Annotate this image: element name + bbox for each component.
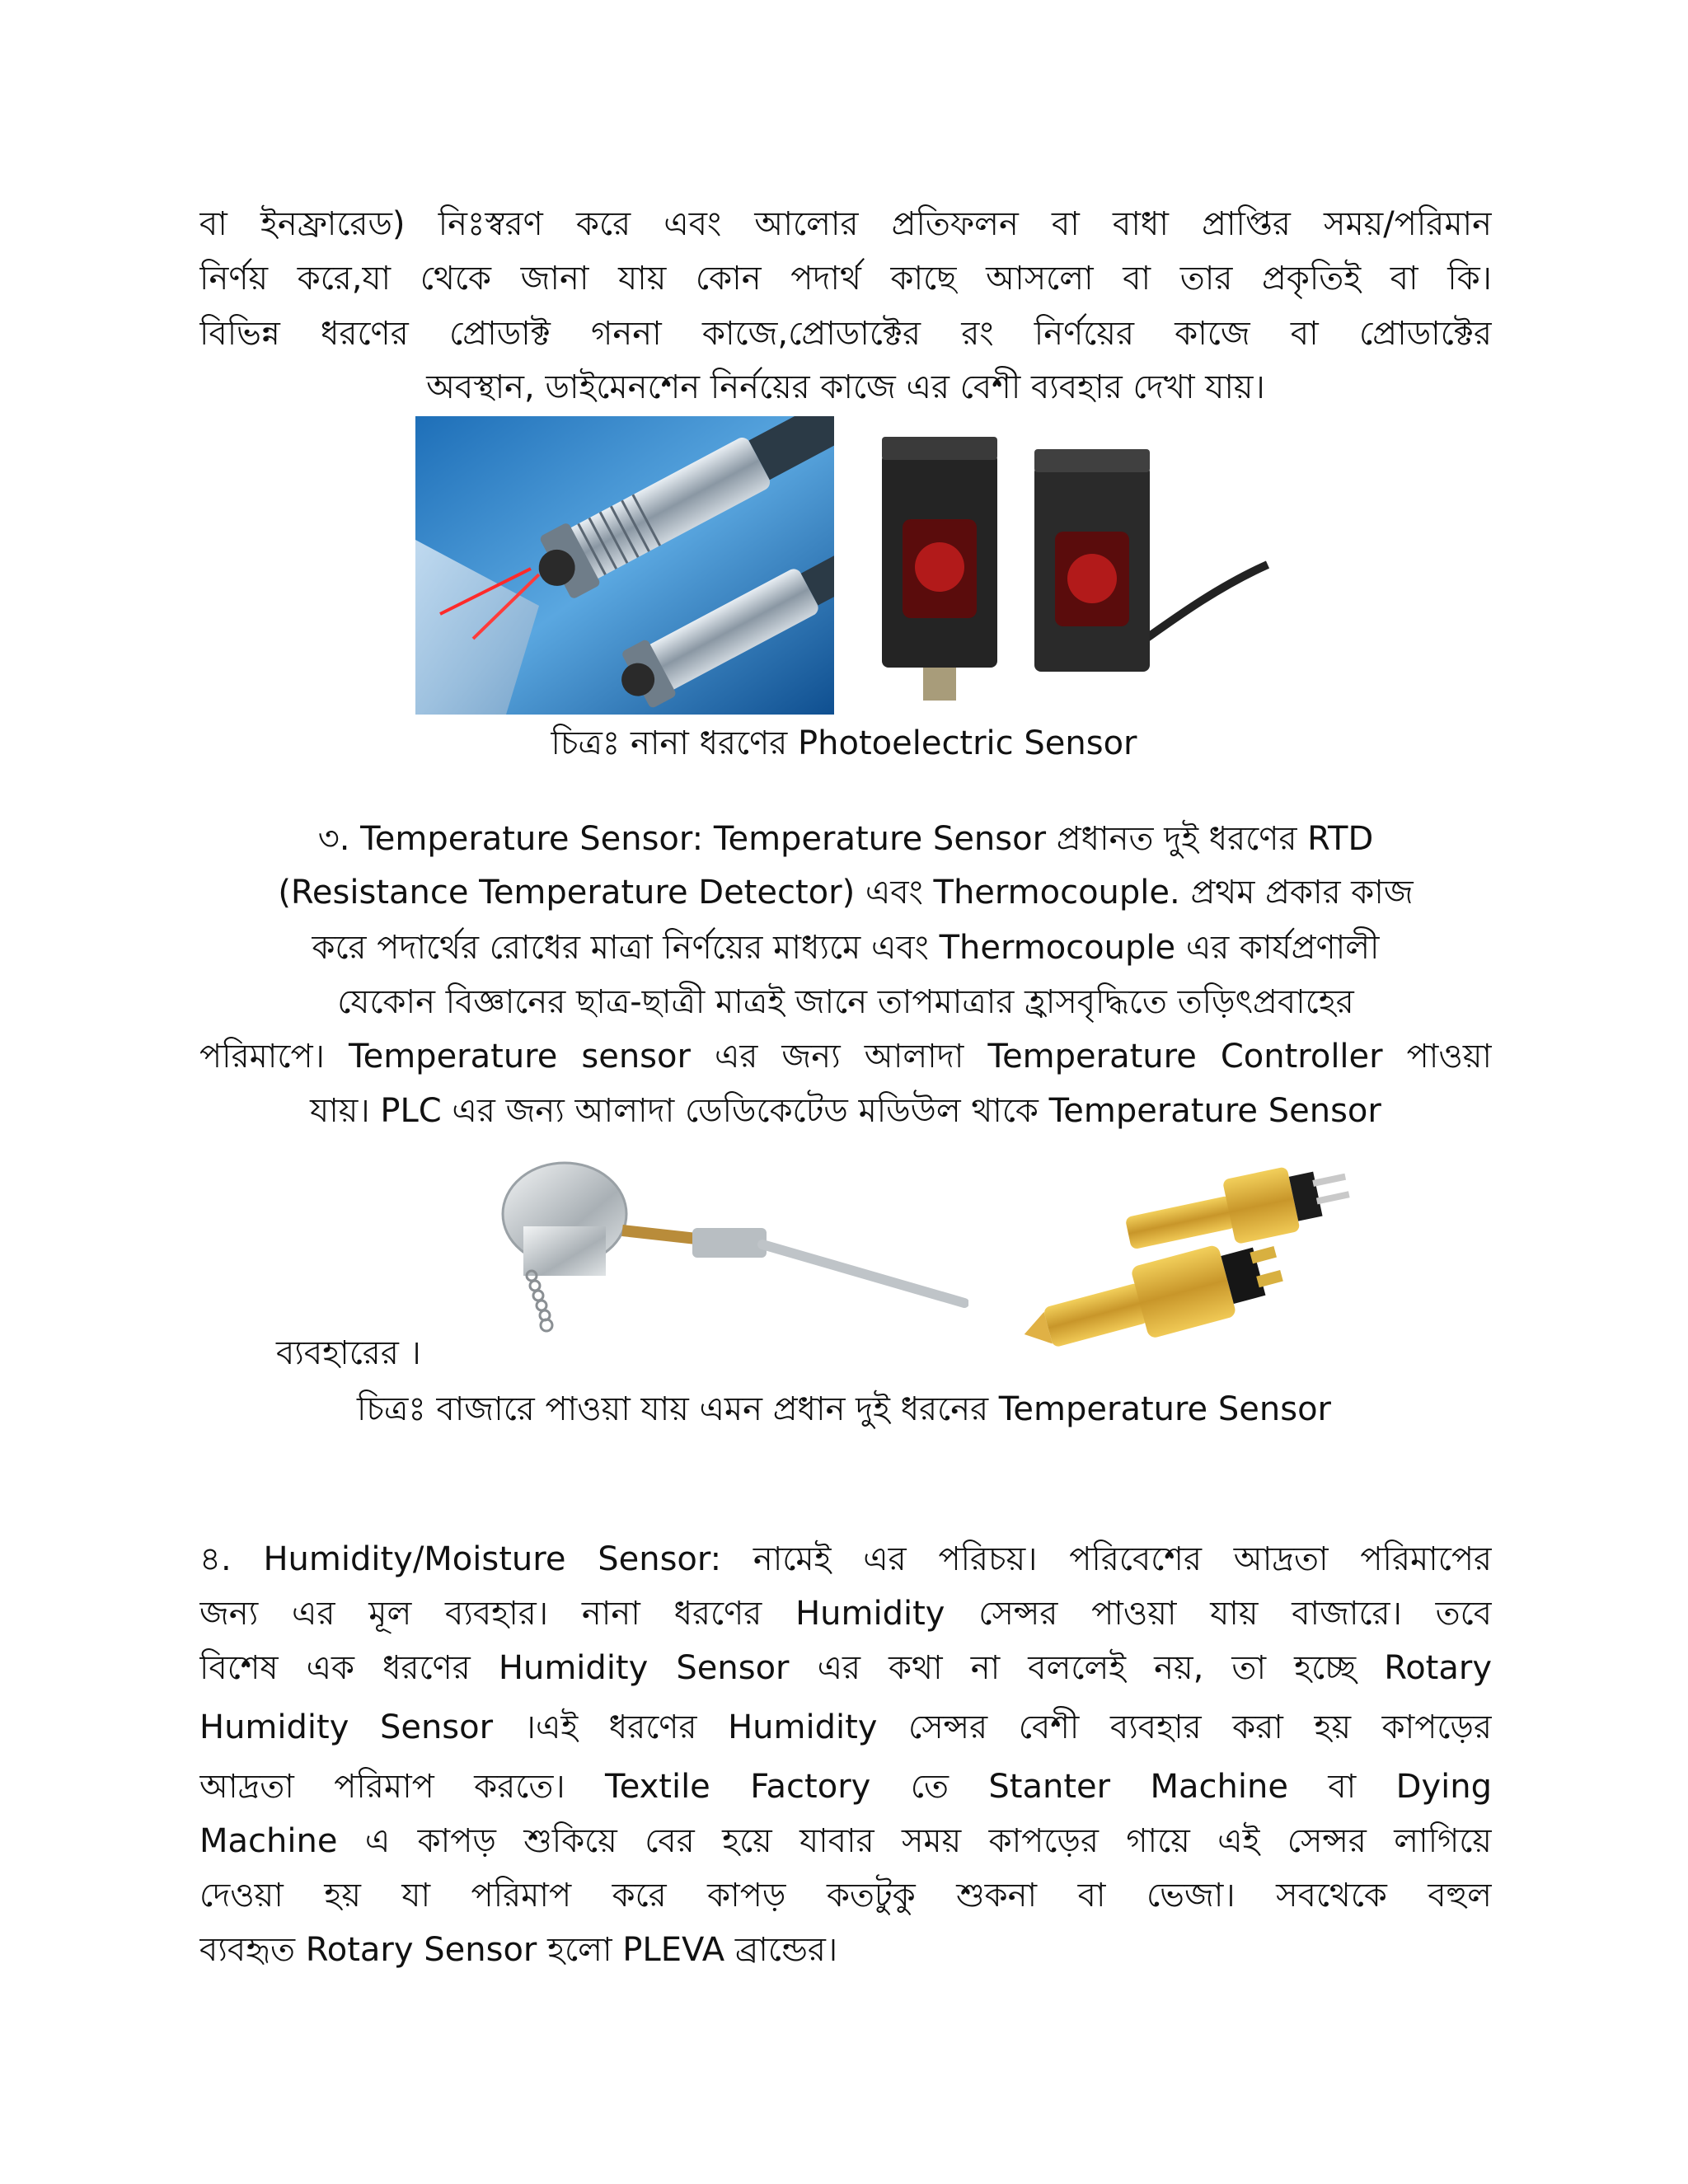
paragraph-trailing-text: ব্যবহারের । <box>276 1334 421 1372</box>
photoelectric-sensor-photo-right <box>857 420 1269 705</box>
paragraph-line: জন্য এর মূল ব্যবহার। নানা ধরণের Humidity সেন্সর পাওয়া যায় বাজারে। তবে <box>199 1595 1492 1633</box>
paragraph-line: পরিমাপে। Temperature sensor এর জন্য আলাদা Temperature Controller পাওয়া <box>199 1038 1492 1076</box>
paragraph-line: যেকোন বিজ্ঞানের ছাত্র-ছাত্রী মাত্রই জানে তাপমাত্রার হ্রাসবৃদ্ধিতে তড়িৎপ্রবাহের <box>337 983 1354 1021</box>
photoelectric-sensor-photo-left <box>415 416 834 715</box>
thermocouple-sensor-photo <box>1010 1158 1389 1368</box>
paragraph-line: যায়। PLC এর জন্য আলাদা ডেডিকেটেড মডিউল থাকে Temperature Sensor <box>310 1092 1381 1130</box>
paragraph-line: অবস্থান, ডাইমেনশেন নির্নয়ের কাজে এর বেশী ব্যবহার দেখা যায়। <box>426 368 1265 406</box>
paragraph-line: ব্যবহৃত Rotary Sensor হলো PLEVA ব্রান্ডের। <box>199 1931 838 1969</box>
paragraph-line: আদ্রতা পরিমাপ করতে। Textile Factory তে Stanter Machine বা Dying <box>199 1768 1492 1806</box>
paragraph-line: বা ইনফ্রারেড) নিঃস্বরণ করে এবং আলোর প্রতিফলন বা বাধা প্রাপ্তির সময়/পরিমান <box>199 205 1492 243</box>
figure-caption: চিত্রঃ বাজারে পাওয়া যায় এমন প্রধান দুই ধরনের Temperature Sensor <box>356 1390 1331 1428</box>
paragraph-line: বিভিন্ন ধরণের প্রোডাক্ট গননা কাজে,প্রোডাক্টের রং নির্ণয়ের কাজে বা প্রোডাক্টের <box>199 315 1492 353</box>
paragraph-line: করে পদার্থের রোধের মাত্রা নির্ণয়ের মাধ্যমে এবং Thermocouple এর কার্যপ্রণালী <box>312 929 1380 967</box>
paragraph-line: বিশেষ এক ধরণের Humidity Sensor এর কথা না বললেই নয়, তা হচ্ছে Rotary <box>199 1649 1492 1687</box>
paragraph-line: দেওয়া হয় যা পরিমাপ করে কাপড় কতটুকু শুকনা বা ভেজা। সবথেকে বহুল <box>199 1877 1492 1915</box>
paragraph-line: ৪. Humidity/Moisture Sensor: নামেই এর পরিচয়। পরিবেশের আদ্রতা পরিমাপের <box>199 1540 1492 1578</box>
paragraph-line: Humidity Sensor ।এই ধরণের Humidity সেন্সর বেশী ব্যবহার করা হয় কাপড়ের <box>199 1708 1492 1746</box>
paragraph-line: ৩. Temperature Sensor: Temperature Sensor প্রধানত দুই ধরণের RTD <box>317 820 1374 858</box>
paragraph-line: নির্ণয় করে,যা থেকে জানা যায় কোন পদার্থ কাছে আসলো বা তার প্রকৃতিই বা কি। <box>199 260 1492 298</box>
paragraph-line: Machine এ কাপড় শুকিয়ে বের হয়ে যাবার সময় কাপড়ের গায়ে এই সেন্সর লাগিয়ে <box>199 1822 1492 1860</box>
rtd-sensor-photo <box>499 1152 968 1358</box>
figure-caption: চিত্রঃ নানা ধরণের Photoelectric Sensor <box>551 724 1137 762</box>
paragraph-line: (Resistance Temperature Detector) এবং Thermocouple. প্রথম প্রকার কাজ <box>278 874 1414 912</box>
